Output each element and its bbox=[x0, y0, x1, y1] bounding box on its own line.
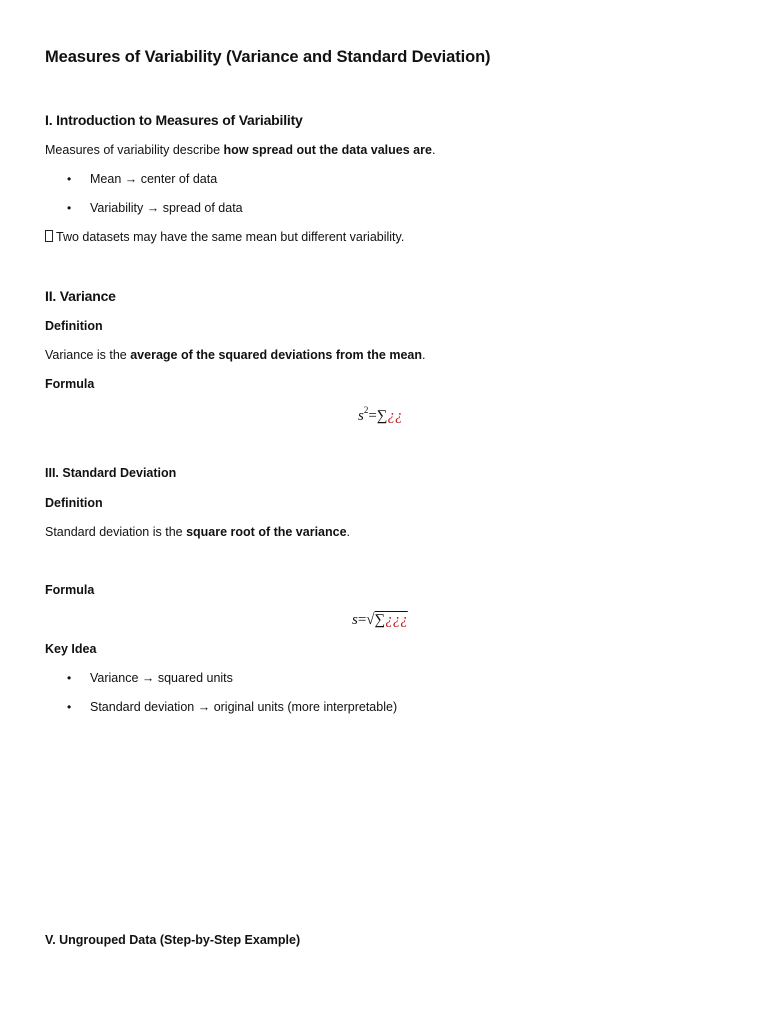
definition-label: Definition bbox=[45, 319, 103, 333]
definition-text: Standard deviation is the bbox=[45, 525, 187, 539]
std-definition bbox=[45, 525, 350, 539]
definition-period: . bbox=[346, 525, 351, 539]
missing-glyph-icon bbox=[45, 230, 53, 242]
formula-label: Formula bbox=[45, 377, 95, 391]
list-item-text: Variability → spread of data bbox=[90, 201, 243, 215]
key-idea-label: Key Idea bbox=[45, 642, 97, 656]
list-item bbox=[67, 671, 233, 685]
formula-variable: s bbox=[352, 612, 358, 628]
intro-text: Measures of variability describe bbox=[45, 143, 224, 157]
note-text: Two datasets may have the same mean but different variability. bbox=[56, 230, 405, 244]
section-1-note bbox=[45, 230, 404, 244]
section-5-heading: V. Ungrouped Data (Step-by-Step Example) bbox=[45, 933, 301, 947]
formula-operator: =∑ bbox=[368, 408, 388, 424]
section-1-heading: I. Introduction to Measures of Variability bbox=[45, 112, 303, 128]
formula-variable: s bbox=[358, 408, 364, 424]
formula-label: Formula bbox=[45, 583, 95, 597]
section-2-heading: II. Variance bbox=[45, 288, 116, 304]
formula-radicand bbox=[375, 612, 408, 628]
document-title: Measures of Variability (Variance and Standard Deviation) bbox=[45, 48, 491, 66]
list-item bbox=[67, 172, 217, 186]
bullet-icon: • bbox=[67, 201, 72, 215]
definition-label: Definition bbox=[45, 496, 103, 510]
intro-emphasis: how spread out the data values are bbox=[223, 143, 432, 157]
definition-text: Variance is the bbox=[45, 348, 131, 362]
formula-broken-glyphs: ¿¿¿ bbox=[385, 612, 408, 628]
list-item bbox=[67, 700, 397, 714]
std-formula bbox=[352, 612, 408, 629]
list-item-text: Variance → squared units bbox=[90, 671, 233, 685]
section-1-intro bbox=[45, 143, 435, 157]
variance-definition bbox=[45, 348, 425, 362]
bullet-icon: • bbox=[67, 172, 72, 186]
formula-sum: ∑ bbox=[374, 612, 386, 628]
definition-period: . bbox=[421, 348, 426, 362]
definition-emphasis: square root of the variance bbox=[186, 525, 347, 539]
formula-exponent: 2 bbox=[363, 405, 369, 415]
list-item bbox=[67, 201, 243, 215]
section-3-heading: III. Standard Deviation bbox=[45, 466, 177, 480]
formula-broken-glyphs: ¿¿ bbox=[387, 408, 403, 424]
bullet-icon: • bbox=[67, 671, 72, 685]
variance-formula bbox=[358, 405, 403, 425]
list-item-text: Mean → center of data bbox=[90, 172, 218, 186]
formula-operator: =√ bbox=[357, 612, 375, 628]
definition-emphasis: average of the squared deviations from the mean bbox=[130, 348, 422, 362]
list-item-text: Standard deviation → original units (more interpretable) bbox=[90, 700, 398, 714]
intro-period: . bbox=[431, 143, 436, 157]
bullet-icon: • bbox=[67, 700, 72, 714]
